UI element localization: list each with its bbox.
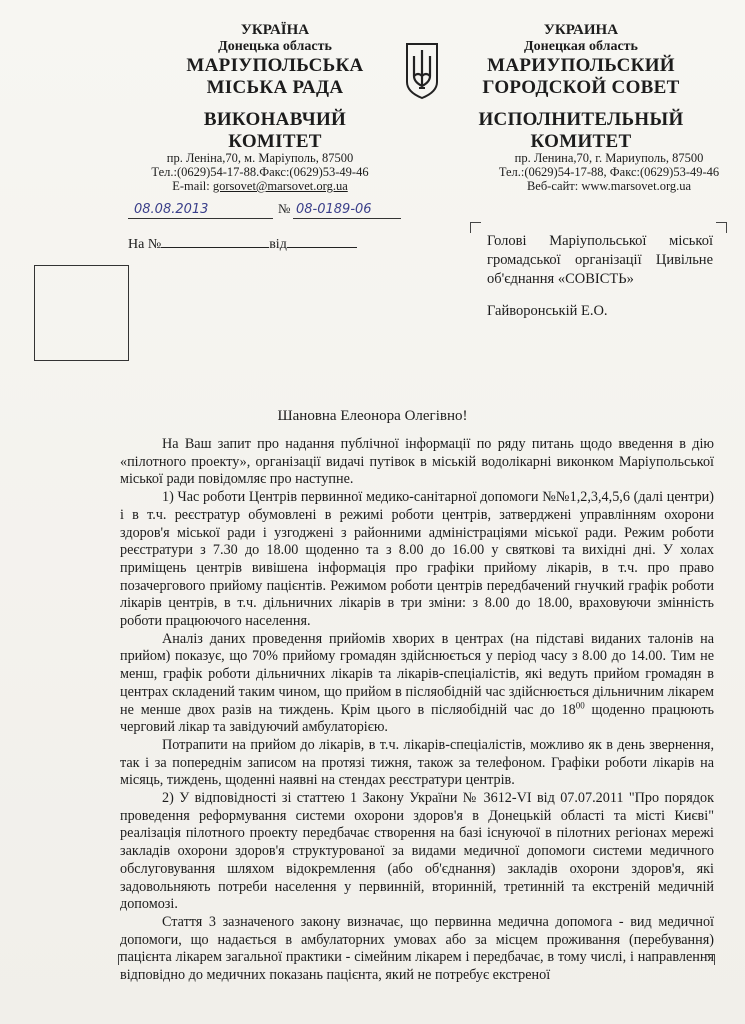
paragraph-text: щоденно працюють черговий лікар та завідуючий амбулаторією. <box>120 701 714 736</box>
header-right <box>420 22 742 153</box>
stamp-box <box>34 265 129 361</box>
header-right-exec-1: ИСПОЛНИТЕЛЬНЫЙ <box>478 109 684 130</box>
registration-line <box>128 200 418 222</box>
header-left <box>150 22 400 153</box>
addressee-text: Голові Маріупольської міської громадської організації Цивільне об'єднання «СОВІСТЬ» <box>487 233 713 287</box>
reference-from: від <box>269 237 287 252</box>
paragraph: Потрапити на прийом до лікарів, в т.ч. лікарів-спеціалістів, можливо як в день звернення, так і за попереднім записом на протязі тижня, також за телефоном. Графіки роботи лікарів на місяць, тиждень, щоденні наявні на стендах реєстратури центрів. <box>120 736 714 789</box>
addressee-name: Гайворонській Е.О. <box>487 303 608 319</box>
registration-number: 08-0189-06 <box>296 202 372 217</box>
header-right-address: пр. Ленина,70, г. Мариуполь, 87500 <box>514 151 704 165</box>
addressee-block <box>487 232 713 321</box>
paragraph: 1) Час роботи Центрів первинної медико-санітарної допомоги №№1,2,3,4,5,6 (далі центри) і в т.ч. реєстратур обумовлені в режимі роботи центрів, затверджені управлінням охорони здоров'я міської ради і узгоджені з районними адміністраціями міської ради. Режим роботи реєстратури з 7.30 до 18.00 щоденно та з 8.00 до 16.00 у святкові та вихідні дні. У холах приміщень центрів вивішена інформація про графіки прийому лікарів, в т.ч. про право позачергового прийому пацієнтів. Режимом роботи центрів передбачений гнучкий графік роботи лікарів центрів, в т.ч. дільничних лікарів в три зміни: з 8.00 до 18.00, враховуючи змінність роботи працюючого населення. <box>120 489 714 630</box>
header-right-contacts <box>495 151 723 193</box>
email-label: E-mail: <box>172 179 210 193</box>
cut-mark <box>706 954 715 965</box>
paragraph: Стаття 3 зазначеного закону визначає, що первинна медична допомога - вид медичної допомоги, що надається в амбулаторних умовах або за місцем проживання (перебування) пацієнта лікарем загальної практики - сімейним лікарем і передбачає, в тому числі, і направлення відповідно до медичних показань пацієнта, який не потребує екстреної <box>120 913 714 984</box>
registration-number-prefix: № <box>278 201 291 216</box>
header-left-address: пр. Леніна,70, м. Маріуполь, 87500 <box>166 151 354 165</box>
website-link[interactable]: www.marsovet.org.ua <box>581 179 692 193</box>
header-right-phone: Тел.:(0629)54-17-88, Факс:(0629)53-49-46 <box>498 165 720 179</box>
time-superscript: 00 <box>575 699 585 710</box>
header-right-website-line <box>495 179 723 193</box>
address-corner-mark <box>716 222 727 233</box>
website-label: Веб-сайт: <box>526 179 579 193</box>
header-left-region: Донецька область <box>218 39 332 54</box>
header-right-region: Донецкая область <box>524 39 638 54</box>
address-corner-mark <box>470 222 481 233</box>
header-right-council-1: МАРИУПОЛЬСКИЙ <box>487 55 675 76</box>
paragraph <box>120 631 714 737</box>
header-left-contacts <box>128 151 392 193</box>
header-left-phone: Тел.:(0629)54-17-88.Факс:(0629)53-49-46 <box>151 165 369 179</box>
email-link[interactable]: gorsovet@marsovet.org.ua <box>212 179 348 193</box>
paragraph: На Ваш запит про надання публічної інформації по ряду питань щодо введення в дію «пілотного проекту», організації видачі путівок в міській водолікарні виконком Маріупольської міської ради повідомляє про наступне. <box>120 436 714 488</box>
header-left-council-1: МАРІУПОЛЬСЬКА <box>186 55 364 76</box>
header-right-exec-2: КОМИТЕТ <box>530 131 632 152</box>
header-left-exec-1: ВИКОНАВЧИЙ <box>203 109 347 130</box>
reference-prefix: На № <box>128 237 162 252</box>
header-left-country: УКРАЇНА <box>240 22 310 38</box>
letter-body <box>120 436 714 985</box>
header-left-email-line <box>128 179 392 193</box>
paragraph: 2) У відповідності зі статтею 1 Закону України № 3612-VI від 07.07.2011 "Про порядок проведення реформування системи охорони здоров'я в Донецькій області та місті Києві" реалізація пілотного проекту передбачає створення на базі існуючої в пілотних регіонах мережі закладів охорони здоров'я структурованої за видами медичної допомоги системи медичного обслуговування шляхом відокремлення (або об'єднання) закладів охорони здоров'я, які задовольняють потреби населення у первинній, вторинній, третинній та екстреній медичній допомозі. <box>120 790 714 913</box>
cut-mark <box>118 954 127 965</box>
header-right-country: УКРАИНА <box>543 22 619 38</box>
greeting: Шановна Елеонора Олегівно! <box>277 408 468 424</box>
header-left-council-2: МІСЬКА РАДА <box>206 77 344 98</box>
header-left-exec-2: КОМІТЕТ <box>228 131 322 152</box>
registration-date: 08.08.2013 <box>134 202 209 217</box>
header-right-council-2: ГОРОДСКОЙ СОВЕТ <box>482 77 680 98</box>
reference-line <box>128 235 428 253</box>
paragraph-text: Аналіз даних проведення прийомів хворих в центрах (на підставі виданих талонів на прийом) показує, що 70% прийому громадян здійснюється у період часу з 8.00 до 14.00. Тим не менш, графік роботи дільничних лікарів та лікарів-спеціалістів, які ведуть прийом громадян в центрах складений таким чином, що прийом в післяобідній час здійснюється дільничним лікарем не менше двох разів на тиждень. Крім цього в післяобідній час до 18 <box>120 630 714 718</box>
